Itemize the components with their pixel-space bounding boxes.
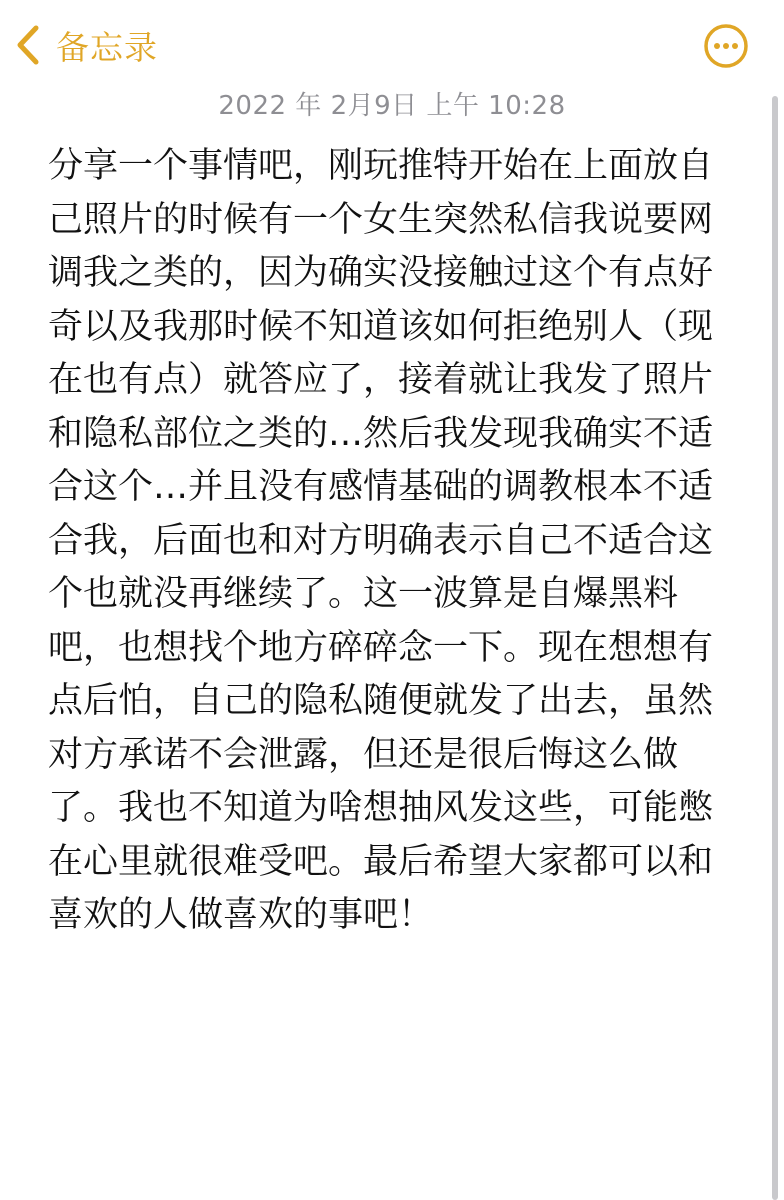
back-button-label: 备忘录: [56, 27, 158, 67]
note-body-text[interactable]: 分享一个事情吧，刚玩推特开始在上面放自己照片的时候有一个女生突然私信我说要网调我之类的，因为确实没接触过这个有点好奇以及我那时候不知道该如何拒绝别人（现在也有点）就答应了，接着就让我发了照片和隐私部位之类的…然后我发现我确实不适合这个…并且没有感情基础的调教根本不适合我，后面也和对方明确表示自己不适合这个也就没再继续了。这一波算是自爆黑料吧，也想找个地方碎碎念一下。现在想想有点后怕，自己的隐私随便就发了出去，虽然对方承诺不会泄露，但还是很后悔这么做了。我也不知道为啥想抽风发这些，可能憋在心里就很难受吧。最后希望大家都可以和喜欢的人做喜欢的事吧！: [48, 146, 714, 935]
chevron-left-icon: [14, 20, 42, 70]
more-options-button[interactable]: [703, 23, 749, 69]
more-ellipsis-circle-icon: [703, 23, 749, 69]
navigation-bar: [0, 0, 784, 90]
back-button[interactable]: [14, 20, 158, 70]
note-timestamp: 2022 年 2月9日 上午 10:28: [218, 91, 566, 121]
scrollbar[interactable]: [772, 96, 778, 1200]
